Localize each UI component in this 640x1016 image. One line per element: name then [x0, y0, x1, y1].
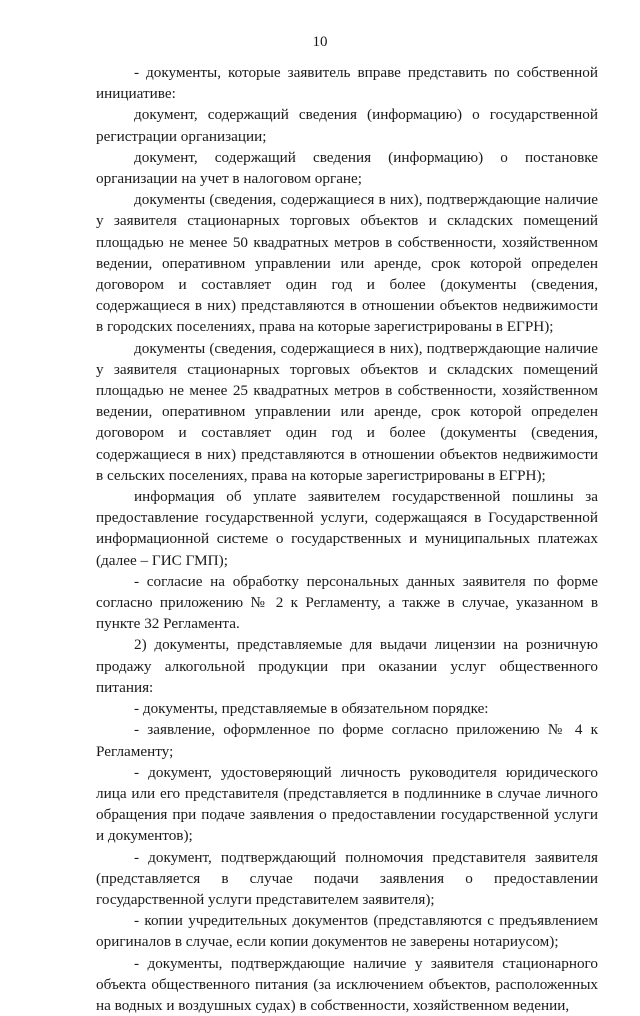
paragraph-catering-facility-documents: - документы, подтверждающие наличие у заявителя стационарного объекта общественного питания (за исключением объектов, расположенных на водных и воздушных судах) в собственности, хозяйственном ведении, [96, 954, 598, 1014]
document-body [96, 62, 598, 1016]
paragraph-identity-document: - документ, удостоверяющий личность руководителя юридического лица или его представителя (представляется в подлиннике в случае личного обращения при подаче заявления о предоставлении государственной услуги и документов); [96, 763, 598, 845]
paragraph-registration-document: документ, содержащий сведения (информацию) о государственной регистрации организации; [96, 106, 598, 145]
paragraph-tax-registration-document: документ, содержащий сведения (информацию) о постановке организации на учет в налоговом органе; [96, 148, 598, 188]
paragraph-rural-premises-documents: документы (сведения, содержащиеся в них), подтверждающие наличие у заявителя стационарных торговых объектов и складских помещений площадью не менее 25 квадратных метров в собственности, хозяйственном ведении, оперативном управлении или аренде, срок которой определен договором и составляет один год и более (документы (сведения, содержащиеся в них) представляются в отношении объектов недвижимости в сельских поселениях, права на которые зарегистрированы в ЕГРН); [96, 339, 598, 484]
paragraph-catering-license-documents: 2) документы, представляемые для выдачи лицензии на розничную продажу алкогольной продукции при оказании услуг общественного питания: [96, 636, 598, 696]
paragraph-urban-premises-documents: документы (сведения, содержащиеся в них), подтверждающие наличие у заявителя стационарных торговых объектов и складских помещений площадью не менее 50 квадратных метров в собственности, хозяйственном ведении, оперативном управлении или аренде, срок которой определен договором и составляет один год и более (документы (сведения, содержащиеся в них) представляются в отношении объектов недвижимости в городских поселениях, права на которые зарегистрированы в ЕГРН); [96, 191, 598, 336]
paragraph-personal-data-consent: - согласие на обработку персональных данных заявителя по форме согласно приложению № 2 к Регламенту, а также в случае, указанном в пункте 32 Регламента. [96, 572, 598, 633]
paragraph-mandatory-documents-heading: - документы, представляемые в обязательном порядке: [134, 700, 489, 718]
paragraph-constituent-documents: - копии учредительных документов (представляются с предъявлением оригиналов в случае, если копии документов не заверены нотариусом); [96, 912, 598, 951]
paragraph-optional-documents-heading: - документы, которые заявитель вправе представить по собственной инициативе: [96, 64, 598, 103]
paragraph-representative-authority: - документ, подтверждающий полномочия представителя заявителя (представляется в случае подачи заявления о предоставлении государственной услуги представителем заявителя); [96, 848, 598, 908]
page-number: 10 [312, 34, 328, 50]
paragraph-application-form: - заявление, оформленное по форме согласно приложению № 4 к Регламенту; [96, 721, 598, 760]
paragraph-state-duty-information: информация об уплате заявителем государственной пошлины за предоставление государственной услуги, содержащаяся в Государственной информационной системе о государственных и муниципальных платежах (далее – ГИС ГМП); [96, 488, 598, 569]
